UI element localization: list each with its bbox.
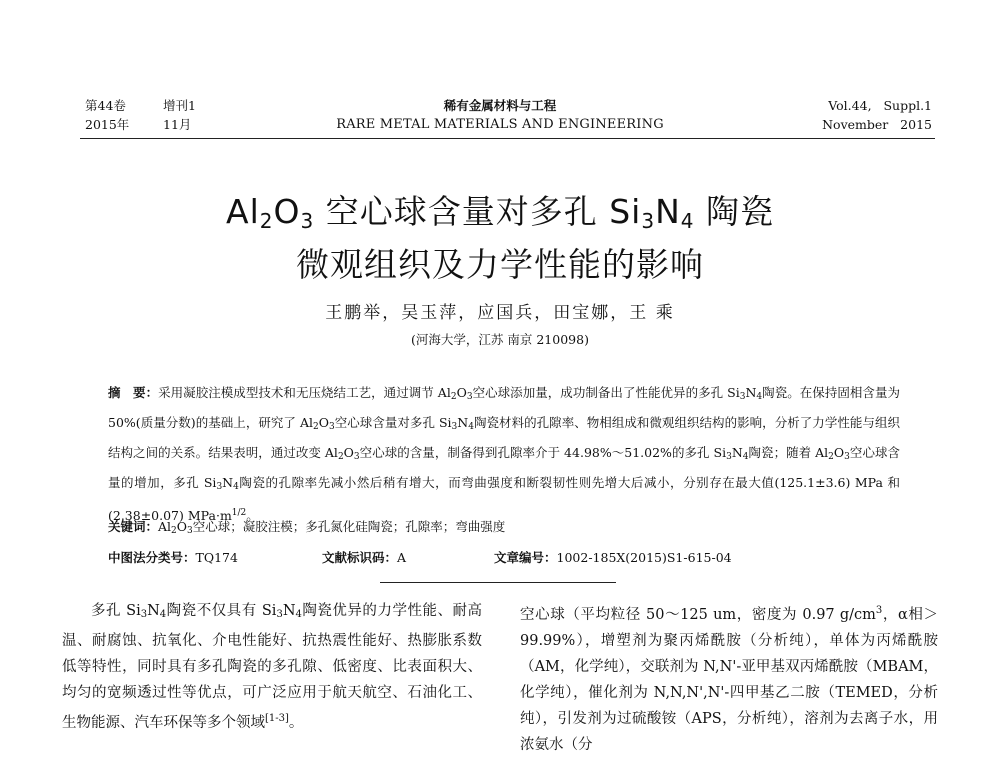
abstract-seg: O	[318, 415, 329, 430]
abstract-seg: 陶瓷材料的孔隙率、物相组成和微观组织结构的影响，分析了力学性能与组织结构之间的关系。结果表明，通过改变 Al	[108, 415, 900, 460]
body-sup: 3	[875, 605, 883, 616]
body-seg: 空心球（平均粒径 50～125 um，密度为 0.97 g/cm	[520, 606, 876, 623]
year-cn: 2015年	[85, 117, 130, 132]
body-sub: 3	[276, 609, 283, 620]
abstract	[108, 380, 900, 529]
month-cn: 11月	[163, 117, 192, 132]
abstract-sub: 3	[739, 392, 746, 402]
title-seg: N	[655, 192, 681, 231]
body-seg: 。	[288, 714, 304, 731]
body-seg: 陶瓷优异的力学性能、耐高温、耐腐蚀、抗氧化、介电性能好、抗热震性能好、热膨胀系数低等特性，同时具有多孔陶瓷的多孔隙、低密度、比表面积大、均匀的宽频透过性等优点，可广泛应用于航天航空、石油化工、生物能源、汽车环保等多个领域	[62, 603, 483, 731]
abstract-sub: 4	[742, 452, 749, 462]
journal-name-cn: 稀有金属材料与工程	[443, 98, 557, 113]
body-seg: 陶瓷不仅具有 Si	[166, 603, 277, 619]
title-sub: 4	[680, 209, 695, 233]
abstract-seg: 空心球的含量，制备得到孔隙率介于 44.98%～51.02%的多孔 Si	[359, 445, 727, 460]
keywords-seg: O	[176, 519, 188, 534]
abstract-seg: N	[745, 385, 757, 400]
abstract-seg: 空心球含量对多孔 Si	[334, 415, 452, 430]
abstract-sub: 2	[312, 422, 319, 432]
header-volume-info	[85, 96, 196, 134]
abstract-sub: 3	[844, 452, 850, 462]
abstract-sup: 1/2	[231, 508, 247, 518]
abstract-seg: O	[456, 385, 467, 400]
body-left-column	[62, 598, 482, 736]
abstract-sub: 3	[216, 482, 223, 492]
article-number-item	[494, 548, 732, 566]
article-number-value: 1002-185X(2015)S1-615-04	[556, 550, 732, 565]
keywords-seg: Al	[158, 519, 172, 534]
header-rule	[80, 138, 935, 139]
abstract-sub: 3	[328, 422, 335, 432]
abstract-sub: 4	[756, 392, 763, 402]
abstract-sub: 2	[450, 392, 457, 402]
paper-title	[0, 190, 1000, 287]
body-seg: 多孔 Si	[91, 603, 141, 619]
abstract-seg: N	[731, 445, 743, 460]
title-sub: 2	[259, 209, 274, 233]
journal-name-en: RARE METAL MATERIALS AND ENGINEERING	[336, 117, 664, 132]
title-sub: 3	[641, 209, 656, 233]
abstract-seg: N	[222, 475, 234, 490]
affiliation: (河海大学，江苏 南京 210098)	[411, 332, 589, 347]
title-line-1	[0, 190, 1000, 243]
volume-cn: 第44卷	[85, 98, 126, 113]
abstract-sub: 3	[353, 452, 360, 462]
abstract-seg: O	[833, 445, 845, 460]
clc-label: 中图法分类号：	[108, 550, 196, 565]
abstract-sub: 4	[233, 482, 239, 492]
title-seg: O	[273, 192, 301, 231]
body-seg: N	[147, 603, 160, 619]
doc-code-value: A	[397, 550, 407, 565]
authors: 王鹏举，吴玉萍，应国兵，田宝娜，王 乘	[325, 303, 675, 323]
abstract-seg: O	[343, 445, 354, 460]
abstract-sub: 2	[828, 452, 834, 462]
abstract-seg: 采用凝胶注模成型技术和无压烧结工艺，通过调节 Al	[158, 385, 451, 400]
abstract-seg: 陶瓷。在保持固相含量为 50%(质量分数)的基础上，研究了 Al	[108, 385, 900, 430]
clc-item	[108, 548, 322, 566]
keywords	[108, 517, 505, 536]
clc-value: TQ174	[195, 550, 238, 565]
abstract-sub: 4	[468, 422, 474, 432]
title-line-2: 微观组织及力学性能的影响	[296, 245, 704, 284]
body-sub: 4	[159, 609, 167, 620]
abstract-seg: 。	[246, 508, 259, 524]
supplement-cn: 增刊1	[163, 98, 196, 113]
doc-code-label: 文献标识码：	[322, 550, 398, 565]
abstract-seg: 陶瓷；随着 Al	[748, 445, 829, 460]
abstract-seg: 陶瓷的孔隙率先减小然后稍有增大，而弯曲强度和断裂韧性则先增大后减小，分别存在最大值(125.1±3.6) MPa 和(2.38±0.07) MPa·m	[108, 475, 900, 524]
keywords-sub: 2	[171, 526, 177, 536]
body-sub: 3	[140, 609, 148, 620]
abstract-label: 摘 要：	[108, 385, 159, 400]
title-seg: Al	[226, 192, 260, 231]
abstract-seg: 空心球添加量，成功制备出了性能优异的多孔 Si	[472, 385, 740, 400]
article-number-label: 文章编号：	[494, 550, 557, 565]
body-sub: 4	[295, 609, 302, 620]
abstract-sub: 2	[337, 452, 344, 462]
abstract-sub: 3	[466, 392, 473, 402]
citation-sup: [1-3]	[265, 713, 289, 724]
header-volume-en	[822, 96, 932, 134]
volume-en: Vol.44, Suppl.1	[828, 98, 932, 113]
keywords-label: 关键词：	[108, 519, 159, 534]
abstract-seg: 空心球含量的增加，多孔 Si	[108, 445, 900, 490]
body-seg: ，α相＞99.99%），增塑剂为聚丙烯酰胺（分析纯），单体为丙烯酰胺（AM，化学纯），交联剂为 N,N'-亚甲基双丙烯酰胺（MBAM，化学纯），催化剂为 N,N,N',N'-四甲基乙二胺（TEMED，分析纯），引发剂为过硫酸铵（APS，分析纯），溶剂为去离子水，用浓氨水（分	[520, 606, 938, 753]
body-seg: N	[282, 603, 296, 619]
header-journal	[300, 96, 700, 134]
classification-row	[108, 548, 928, 566]
doc-code-item	[322, 548, 494, 566]
title-seg: 陶瓷	[694, 192, 774, 231]
date-en: November 2015	[822, 117, 932, 132]
keywords-sub: 3	[187, 526, 193, 536]
keywords-seg: 空心球；凝胶注模；多孔氮化硅陶瓷；孔隙率；弯曲强度	[192, 519, 506, 534]
abstract-sub: 3	[726, 452, 732, 462]
body-right-column	[520, 598, 938, 758]
title-seg: 空心球含量对多孔 Si	[314, 192, 642, 231]
abstract-sub: 3	[451, 422, 458, 432]
abstract-seg: N	[457, 415, 469, 430]
title-sub: 3	[300, 209, 315, 233]
abstract-divider	[380, 582, 616, 583]
